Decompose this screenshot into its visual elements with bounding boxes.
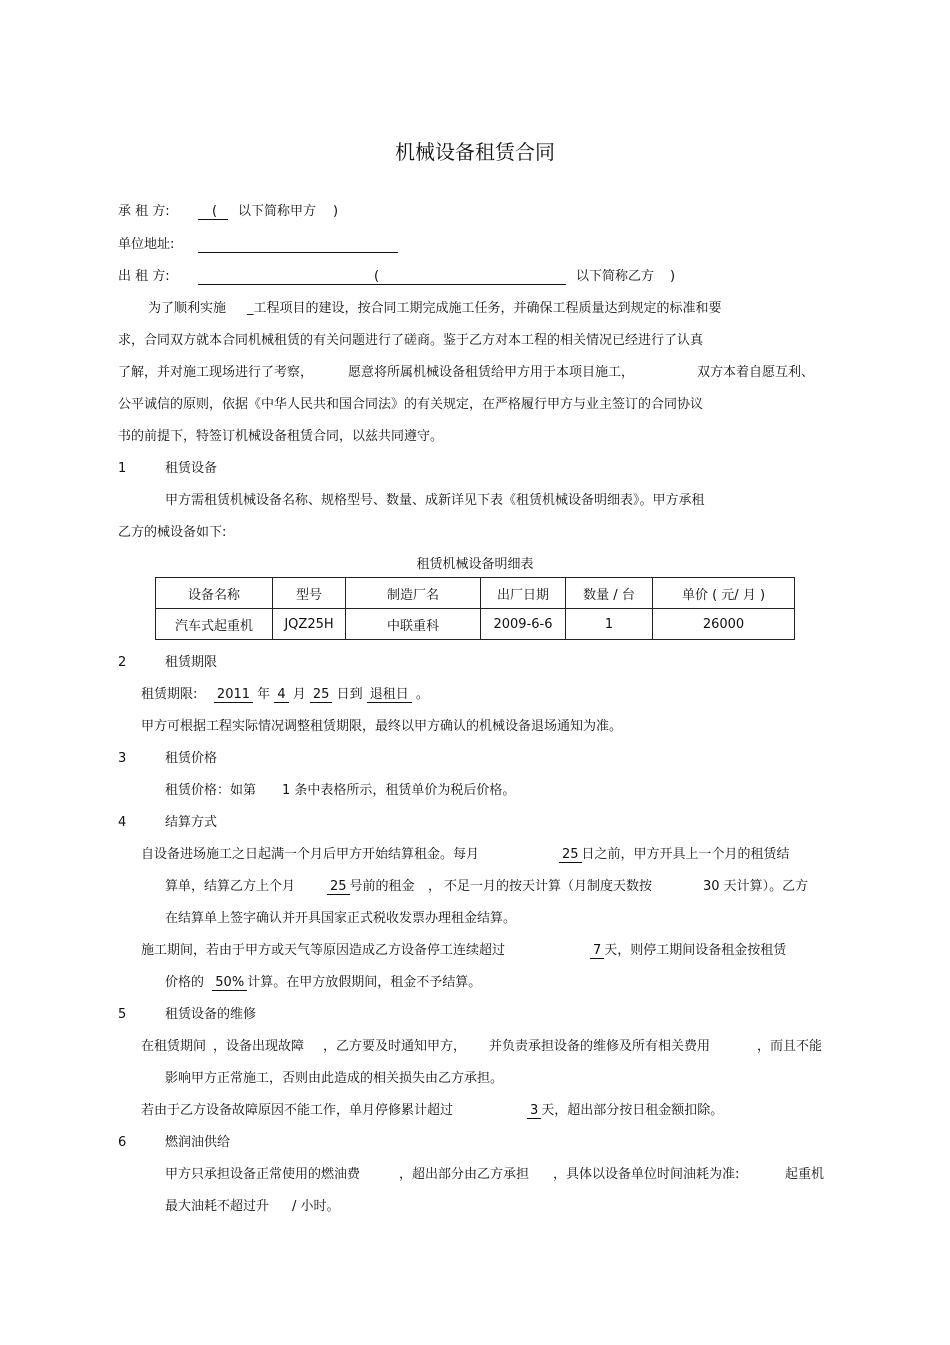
section-3-text-a: 租赁价格：如第 (165, 783, 257, 798)
intro-line-1b: _工程项目的建设，按合同工期完成施工任务，并确保工程质量达到规定的标准和要 (247, 301, 722, 316)
table-header-cell: 设备名称 (156, 578, 273, 609)
s6-line1-c: ，具体以设备单位时间油耗为准: (553, 1167, 740, 1182)
s6-line1-b: ，超出部分由乙方承担 (399, 1167, 530, 1182)
section-2-text: 甲方可根据工程实际情况调整租赁期限，最终以甲方确认的机械设备退场通知为准。 (141, 719, 623, 734)
lease-start-month: 4 (274, 687, 288, 703)
intro-line-1a: 为了顺利实施 (148, 301, 227, 316)
s5-line1-e: ，而且不能 (757, 1039, 823, 1054)
lessor-label: 出 租 方: (118, 269, 170, 284)
table-header-cell: 出厂日期 (481, 578, 566, 609)
section-3-title: 租赁价格 (165, 751, 218, 766)
table-header-cell: 单价 ( 元/ 月 ) (653, 578, 795, 609)
s6-line2-a: 最大油耗不超过升 (165, 1199, 270, 1214)
table-header-cell: 制造厂名 (346, 578, 481, 609)
lessor-short-open: ( (374, 269, 380, 284)
day-to: 日到 (336, 687, 363, 702)
s5-line3-b: 天，超出部分按日租金额扣除。 (541, 1103, 724, 1118)
section-5-number: 5 (118, 1007, 127, 1022)
table-cell: 26000 (653, 609, 795, 640)
repair-limit-days: 3 (527, 1103, 541, 1119)
lease-start-year: 2011 (214, 687, 253, 703)
stoppage-days: 7 (590, 943, 604, 959)
s5-line3-value (527, 1102, 723, 1120)
s4-line2-d: 不足一月的按天计算（月制度天数按 (444, 879, 653, 894)
s4-line1-value (559, 846, 790, 864)
section-4-number: 4 (118, 815, 127, 830)
s5-line1-c: ，乙方要及时通知甲方， (323, 1039, 467, 1054)
s4-line4-a: 施工期间，若由于甲方或天气等原因造成乙方设备停工连续超过 (141, 943, 506, 958)
lessee-name-blank (198, 219, 228, 220)
equipment-table (155, 577, 795, 640)
table-header-cell: 数量 / 台 (566, 578, 653, 609)
lessee-short-open: ( (212, 204, 218, 219)
section-1-text-2: 乙方的械设备如下: (118, 525, 227, 540)
lease-period-line (141, 686, 429, 704)
stoppage-rate: 50% (212, 975, 247, 991)
lessee-short-close: ) (333, 204, 339, 219)
section-1-text-1: 甲方需租赁机械设备名称、规格型号、数量、成新详见下表《租赁机械设备明细表》。甲方承租 (165, 493, 705, 508)
table-row (156, 609, 795, 640)
intro-line-3c: 双方本着自愿互利、 (697, 365, 815, 380)
section-6-title: 燃润油供给 (165, 1135, 231, 1150)
s4-line2-e: 30 天计算）。乙方 (703, 879, 809, 894)
lessor-short-name: 以下简称乙方 (576, 269, 655, 284)
settlement-day: 25 (559, 847, 582, 863)
table-cell: 1 (566, 609, 653, 640)
s4-line1-a: 自设备进场施工之日起满一个月后甲方开始结算租金。每月 (141, 847, 480, 862)
lease-end: 退租日 (367, 687, 412, 703)
table-cell: 2009-6-6 (481, 609, 566, 640)
equipment-table-caption: 租赁机械设备明细表 (416, 557, 534, 572)
table-cell: 汽车式起重机 (156, 609, 273, 640)
s5-line1-a: 在租赁期间 (141, 1039, 207, 1054)
section-5-title: 租赁设备的维修 (165, 1007, 257, 1022)
lease-start-day: 25 (310, 687, 333, 703)
intro-line-5: 书的前提下，特签订机械设备租赁合同，以兹共同遵守。 (118, 429, 444, 444)
lease-end-mark: 。 (415, 687, 429, 702)
section-2-number: 2 (118, 655, 127, 670)
section-1-title: 租赁设备 (165, 461, 218, 476)
address-label: 单位地址: (118, 237, 175, 252)
month-unit: 月 (292, 687, 306, 702)
s4-line5-a: 价格的 (165, 975, 205, 990)
section-3-text-b: 1 条中表格所示，租赁单价为税后价格。 (282, 783, 516, 798)
section-2-title: 租赁期限 (165, 655, 218, 670)
section-1-number: 1 (118, 461, 127, 476)
intro-line-2: 求，合同双方就本合同机械租赁的有关问题进行了磋商。鉴于乙方对本工程的相关情况已经进行了认真 (118, 333, 704, 348)
intro-line-3b: 愿意将所属机械设备租赁给甲方用于本项目施工， (348, 365, 635, 380)
s4-line2-value (327, 878, 415, 896)
s6-line1-d: 起重机 (785, 1167, 825, 1182)
table-header-row (156, 578, 795, 609)
section-4-title: 结算方式 (165, 815, 218, 830)
document-title: 机械设备租赁合同 (395, 140, 555, 164)
s5-line3-a: 若由于乙方设备故障原因不能工作，单月停修累计超过 (141, 1103, 454, 1118)
lease-period-label: 租赁期限: (141, 687, 198, 702)
section-3-number: 3 (118, 751, 127, 766)
s4-line2-a: 算单，结算乙方上个月 (165, 879, 296, 894)
table-cell: JQZ25H (273, 609, 346, 640)
s4-line1-b: 日之前，甲方开具上一个月的租赁结 (581, 847, 790, 862)
lessee-label: 承 租 方: (118, 204, 170, 219)
lessee-short-name: 以下简称甲方 (238, 204, 317, 219)
table-cell: 中联重科 (346, 609, 481, 640)
s4-line2-c: ， (428, 879, 442, 894)
intro-line-3a: 了解，并对施工现场进行了考察， (118, 365, 314, 380)
address-blank (198, 252, 398, 253)
s6-line1-a: 甲方只承担设备正常使用的燃油费 (165, 1167, 361, 1182)
intro-line-4: 公平诚信的原则，依据《中华人民共和国合同法》的有关规定，在严格履行甲方与业主签订的合同协议 (118, 397, 704, 412)
s4-line5 (165, 974, 481, 992)
s4-line3: 在结算单上签字确认并开具国家正式税收发票办理租金结算。 (165, 911, 517, 926)
table-header-cell: 型号 (273, 578, 346, 609)
s4-line2-b: 号前的租金 (349, 879, 415, 894)
year-unit: 年 (257, 687, 271, 702)
s4-line4-value (590, 942, 786, 960)
s5-line1-d: 并负责承担设备的维修及所有相关费用 (489, 1039, 711, 1054)
lessor-name-blank (198, 284, 566, 285)
s5-line2: 影响甲方正常施工，否则由此造成的相关损失由乙方承担。 (165, 1071, 504, 1086)
lessor-short-close: ) (670, 269, 676, 284)
s5-line1-b: ，设备出现故障 (213, 1039, 305, 1054)
settlement-cutoff-day: 25 (327, 879, 350, 895)
s4-line5-b: 计算。在甲方放假期间，租金不予结算。 (247, 975, 482, 990)
section-6-number: 6 (118, 1135, 127, 1150)
s6-line2-b: / 小时。 (292, 1199, 340, 1214)
s4-line4-b: 天，则停工期间设备租金按租赁 (604, 943, 787, 958)
